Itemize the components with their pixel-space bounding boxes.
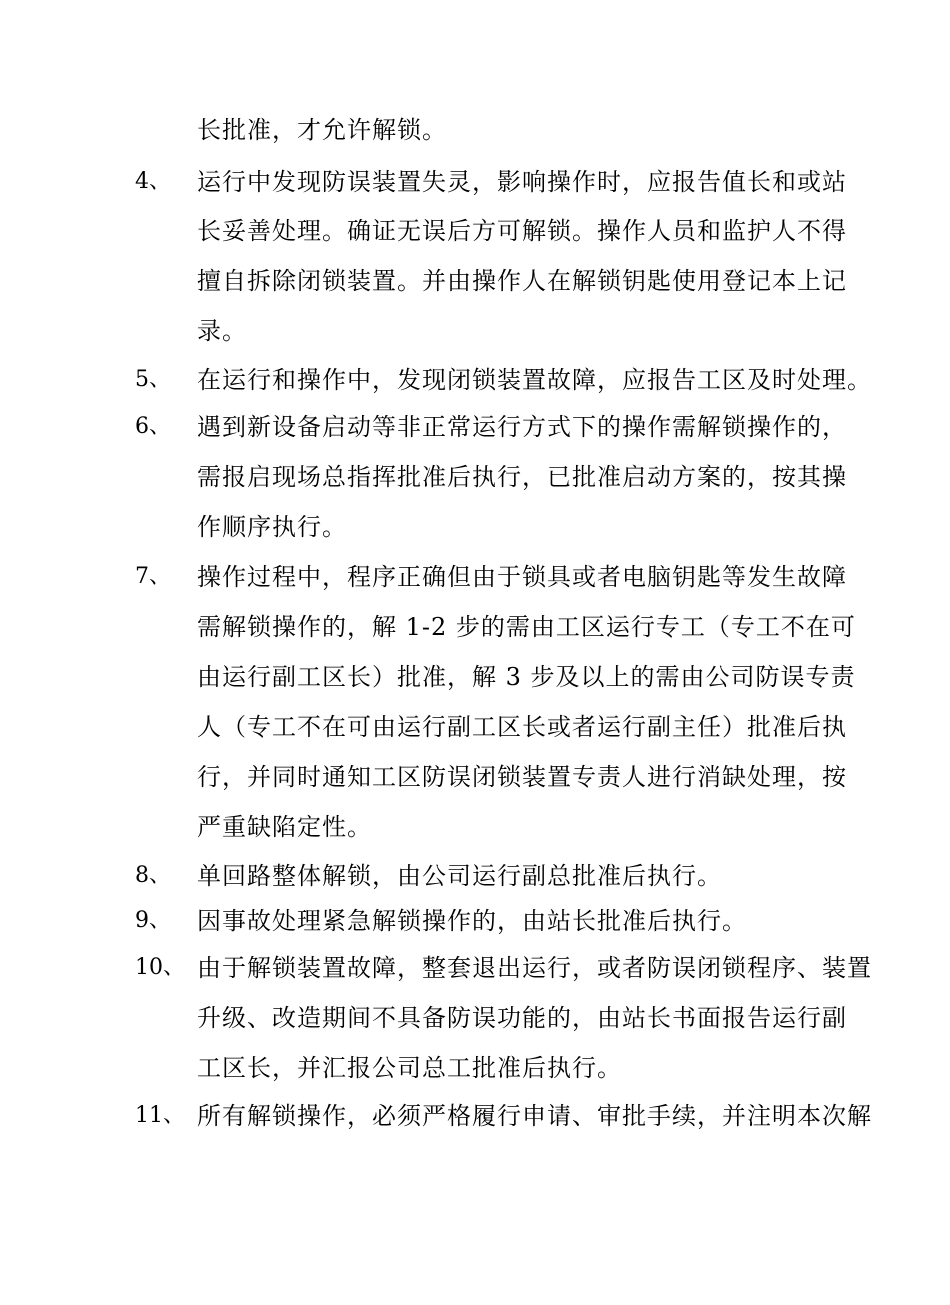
item-10-line-1: 由于解锁装置故障，整套退出运行，或者防误闭锁程序、装置 xyxy=(197,954,872,982)
item-number-8: 8、 xyxy=(135,863,171,888)
item-6-line-1: 遇到新设备启动等非正常运行方式下的操作需解锁操作的， xyxy=(197,413,847,441)
item-7-line-1: 操作过程中，程序正确但由于锁具或者电脑钥匙等发生故障 xyxy=(197,563,847,591)
item-number-6: 6、 xyxy=(135,414,171,439)
item-4-line-1: 运行中发现防误装置失灵，影响操作时，应报告值长和或站 xyxy=(197,168,847,196)
item-7-line-6: 严重缺陷定性。 xyxy=(197,813,372,841)
item-10-line-3: 工区长，并汇报公司总工批准后执行。 xyxy=(197,1054,622,1082)
item-7-line-5: 行，并同时通知工区防误闭锁装置专责人进行消缺处理，按 xyxy=(197,763,847,791)
item-4-line-4: 录。 xyxy=(197,317,247,345)
item-8-line-1: 单回路整体解锁，由公司运行副总批准后执行。 xyxy=(197,862,722,890)
item-number-9: 9、 xyxy=(135,908,171,933)
item-4-line-2: 长妥善处理。确证无误后方可解锁。操作人员和监护人不得 xyxy=(197,217,847,245)
item-7-line-3: 由运行副工区长）批准，解 3 步及以上的需由公司防误专责 xyxy=(197,663,856,691)
item-4-line-3: 擅自拆除闭锁装置。并由操作人在解锁钥匙使用登记本上记 xyxy=(197,267,847,295)
item-number-5: 5、 xyxy=(135,367,171,392)
item-number-4: 4、 xyxy=(135,169,171,194)
item-number-7: 7、 xyxy=(135,564,171,589)
continuation-line: 长批准，才允许解锁。 xyxy=(197,116,447,144)
item-5-line-1: 在运行和操作中，发现闭锁装置故障，应报告工区及时处理。 xyxy=(197,366,872,394)
item-number-10: 10、 xyxy=(135,955,185,980)
item-9-line-1: 因事故处理紧急解锁操作的，由站长批准后执行。 xyxy=(197,907,747,935)
item-11-line-1: 所有解锁操作，必须严格履行申请、审批手续，并注明本次解 xyxy=(197,1102,872,1130)
item-number-11: 11、 xyxy=(135,1103,185,1128)
item-6-line-2: 需报启现场总指挥批准后执行，已批准启动方案的，按其操 xyxy=(197,463,847,491)
item-7-line-4: 人（专工不在可由运行副工区长或者运行副主任）批准后执 xyxy=(197,713,847,741)
item-10-line-2: 升级、改造期间不具备防误功能的，由站长书面报告运行副 xyxy=(197,1004,847,1032)
item-7-line-2: 需解锁操作的，解 1-2 步的需由工区运行专工（专工不在可 xyxy=(197,613,856,641)
item-6-line-3: 作顺序执行。 xyxy=(197,513,347,541)
